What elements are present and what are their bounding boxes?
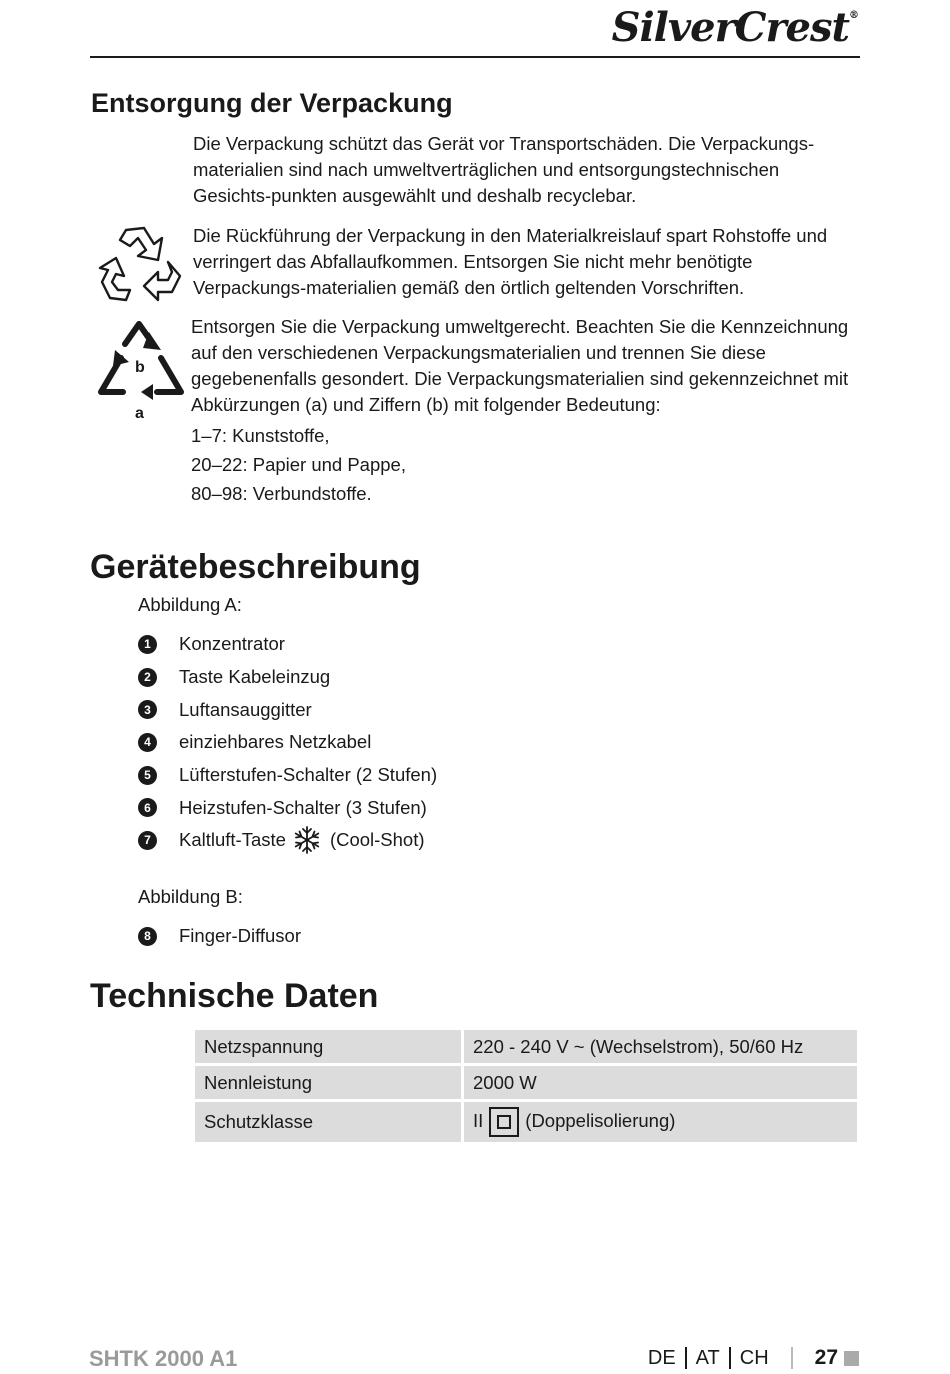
page-marker-square [844, 1351, 859, 1366]
list-item [138, 759, 437, 792]
footer-right [648, 1346, 859, 1370]
section-heading-device: Gerätebeschreibung [90, 548, 421, 586]
section-heading-packaging: Entsorgung der Verpackung [91, 88, 453, 118]
table-row [195, 1030, 857, 1063]
material-code: 1–7: Kunststoffe, [191, 425, 330, 446]
figure-a-label: Abbildung A: [138, 594, 242, 615]
spec-value: (Doppelisolierung) [525, 1109, 676, 1131]
packaging-paragraph-3: Entsorgen Sie die Verpackung umweltgerecht. Beachten Sie die Kennzeichnung auf den verschiedenen Verpackungsmaterialien und trennen Sie diese gegebenenfalls gesondert. Die Verpackungsmaterialien sind gekennzeichnet mit Abkürzungen (a) und Ziffern (b) mit folgender Bedeutung: [191, 316, 849, 415]
part-label: Lüfterstufen-Schalter (2 Stufen) [179, 764, 438, 786]
packaging-paragraph-1: Die Verpackung schützt das Gerät vor Transportschäden. Die Verpackungs-materialien sind nach umweltverträglichen und entsorgungstechnischen Gesichts-punkten ausgewählt und deshalb recyclebar. [193, 133, 815, 206]
part-label-suffix: (Cool-Shot) [329, 829, 425, 851]
spec-value: 220 - 240 V ~ (Wechselstrom), 50/60 Hz [464, 1030, 857, 1063]
country-code: DE [647, 1346, 676, 1369]
part-label: Finger-Diffusor [179, 925, 302, 947]
spec-value: 2000 W [464, 1066, 857, 1099]
symbol-label-b: b [135, 359, 145, 376]
double-insulation-icon [489, 1107, 519, 1137]
spec-key: Schutzklasse [195, 1102, 464, 1142]
symbol-label-a: a [135, 405, 144, 422]
part-number: 1 [138, 635, 157, 654]
spec-value-cell [464, 1102, 857, 1142]
part-label: einziehbares Netzkabel [179, 731, 372, 753]
part-label: Heizstufen-Schalter (3 Stufen) [179, 796, 427, 818]
material-code: 20–22: Papier und Pappe, [191, 454, 406, 475]
snowflake-icon [292, 825, 322, 855]
divider [791, 1347, 793, 1369]
spec-key: Nennleistung [195, 1066, 464, 1099]
table-row [195, 1066, 857, 1099]
list-item [138, 661, 437, 694]
packaging-paragraph-2: Die Rückführung der Verpackung in den Materialkreislauf spart Rohstoffe und verringert das Abfallaufkommen. Entsorgen Sie nicht mehr benötigte Verpackungs-materialien gemäß den örtlich geltenden Vorschriften. [193, 225, 828, 298]
footer-model: SHTK 2000 A1 [89, 1346, 238, 1371]
figure-b-label: Abbildung B: [138, 886, 243, 907]
parts-list-a [138, 628, 437, 857]
part-number: 7 [138, 831, 157, 850]
recycling-triangle-icon [95, 318, 187, 422]
page-number: 27 [814, 1346, 838, 1369]
spec-value-prefix: II [473, 1109, 484, 1131]
list-item [138, 628, 437, 661]
brand-logo: SilverCrest® [611, 4, 858, 51]
part-label: Luftansauggitter [179, 698, 312, 720]
divider [685, 1347, 687, 1369]
part-number: 4 [138, 733, 157, 752]
list-item [138, 920, 301, 953]
country-code: CH [739, 1346, 769, 1369]
material-codes-list [191, 421, 406, 508]
recycle-icon [96, 222, 186, 306]
list-item [138, 726, 437, 759]
section-heading-tech: Technische Daten [90, 977, 379, 1015]
list-item [138, 693, 437, 726]
country-code: AT [695, 1346, 720, 1369]
list-item [138, 791, 437, 824]
divider [729, 1347, 731, 1369]
part-label: Kaltluft-Taste [179, 829, 286, 851]
part-number: 3 [138, 700, 157, 719]
material-code: 80–98: Verbundstoffe. [191, 483, 372, 504]
spec-key: Netzspannung [195, 1030, 464, 1063]
list-item [138, 824, 437, 857]
part-number: 5 [138, 766, 157, 785]
parts-list-b [138, 920, 301, 953]
part-number: 6 [138, 798, 157, 817]
part-number: 2 [138, 668, 157, 687]
header-rule [90, 56, 860, 58]
part-label: Taste Kabeleinzug [179, 666, 331, 688]
part-number: 8 [138, 927, 157, 946]
table-row [195, 1102, 857, 1142]
part-label: Konzentrator [179, 633, 285, 655]
tech-data-table [195, 1027, 857, 1145]
